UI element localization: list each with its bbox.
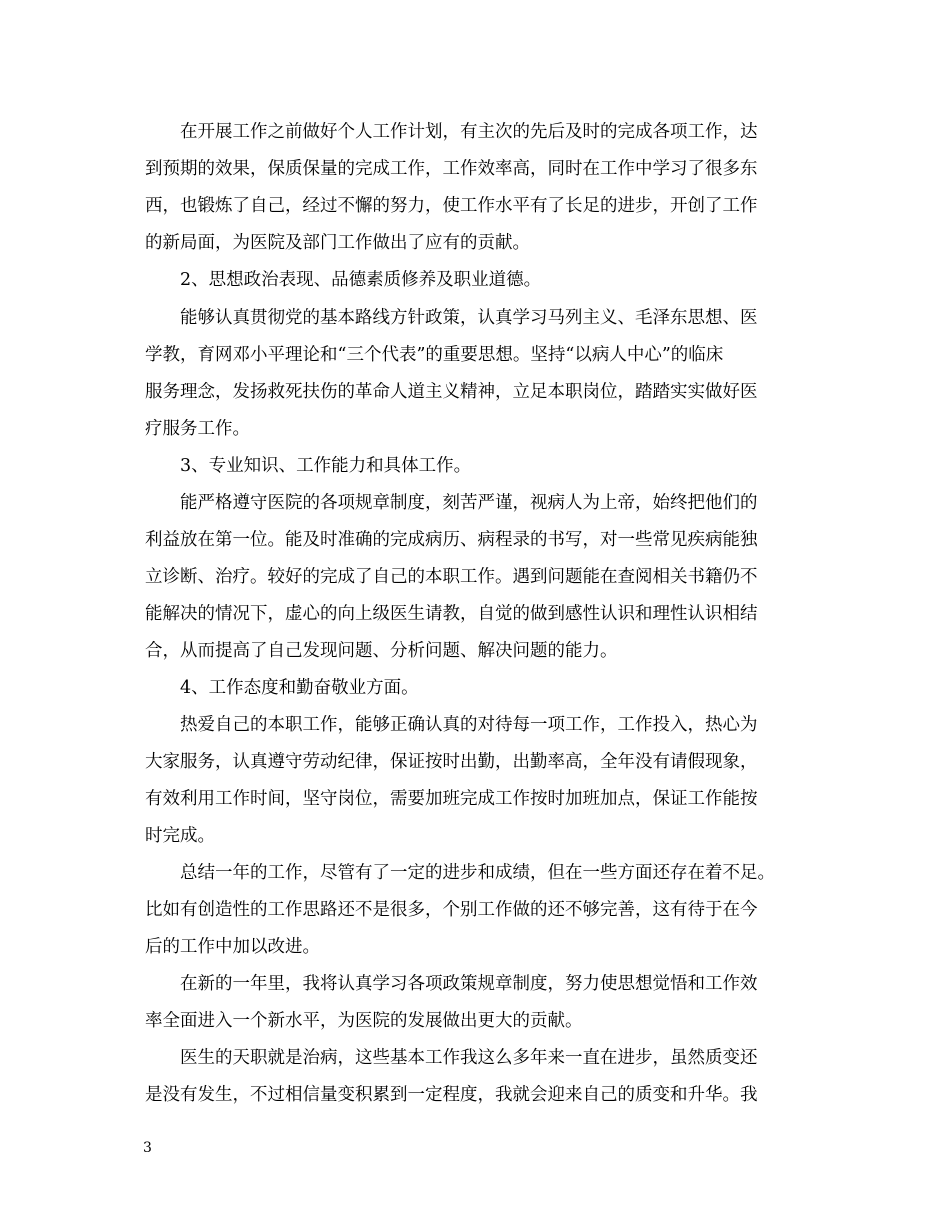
paragraph-line: 到预期的效果，保质保量的完成工作，工作效率高，同时在工作中学习了很多东 <box>145 159 758 179</box>
paragraph-line: 的新局面，为医院及部门工作做出了应有的贡献。 <box>145 233 530 253</box>
paragraph-line: 比如有创造性的工作思路还不是很多，个别工作做的还不够完善，这有待于在今 <box>145 900 758 920</box>
paragraph-line: 大家服务，认真遵守劳动纪律，保证按时出勤，出勤率高，全年没有请假现象， <box>145 752 758 772</box>
paragraph-line: 时完成。 <box>145 826 215 846</box>
paragraph-line: 能解决的情况下，虚心的向上级医生请教，自觉的做到感性认识和理性认识相结 <box>145 604 758 624</box>
paragraph-line: 是没有发生，不过相信量变积累到一定程度，我就会迎来自己的质变和升华。我 <box>145 1085 758 1105</box>
paragraph-line: 后的工作中加以改进。 <box>145 937 320 957</box>
paragraph-line: 利益放在第一位。能及时准确的完成病历、病程录的书写，对一些常见疾病能独 <box>145 530 758 550</box>
paragraph-line: 合，从而提高了自己发现问题、分析问题、解决问题的能力。 <box>145 641 618 661</box>
paragraph-line: 在开展工作之前做好个人工作计划，有主次的先后及时的完成各项工作，达 <box>180 122 758 142</box>
section-heading: 2、思想政治表现、品德素质修养及职业道德。 <box>180 270 542 290</box>
paragraph-line: 在新的一年里，我将认真学习各项政策规章制度，努力使思想觉悟和工作效 <box>180 974 758 994</box>
paragraph-line: 服务理念，发扬救死扶伤的革命人道主义精神，立足本职岗位，踏踏实实做好医 <box>145 382 758 402</box>
paragraph-line: 能够认真贯彻党的基本路线方针政策，认真学习马列主义、毛泽东思想、医 <box>180 308 758 328</box>
paragraph-line: 总结一年的工作，尽管有了一定的进步和成绩，但在一些方面还存在着不足。 <box>180 863 775 883</box>
paragraph-line: 疗服务工作。 <box>145 419 250 439</box>
paragraph-line: 能严格遵守医院的各项规章制度，刻苦严谨，视病人为上帝，始终把他们的 <box>180 493 758 513</box>
section-heading: 3、专业知识、工作能力和具体工作。 <box>180 456 472 476</box>
paragraph-line: 立诊断、治疗。较好的完成了自己的本职工作。遇到问题能在查阅相关书籍仍不 <box>145 567 758 587</box>
paragraph-line: 有效利用工作时间，坚守岗位，需要加班完成工作按时加班加点，保证工作能按 <box>145 789 758 809</box>
paragraph-line: 医生的天职就是治病，这些基本工作我这么多年来一直在进步，虽然质变还 <box>180 1048 758 1068</box>
section-heading: 4、工作态度和勤奋敬业方面。 <box>180 678 419 698</box>
paragraph-line: 率全面进入一个新水平，为医院的发展做出更大的贡献。 <box>145 1011 583 1031</box>
paragraph-line: 热爱自己的本职工作，能够正确认真的对待每一项工作，工作投入，热心为 <box>180 715 758 735</box>
page-number: 3 <box>143 1140 152 1156</box>
paragraph-line: 学教，育网邓小平理论和“三个代表”的重要思想。坚持“以病人中心”的临床 <box>145 345 724 365</box>
paragraph-line: 西，也锻炼了自己，经过不懈的努力，使工作水平有了长足的进步，开创了工作 <box>145 196 758 216</box>
